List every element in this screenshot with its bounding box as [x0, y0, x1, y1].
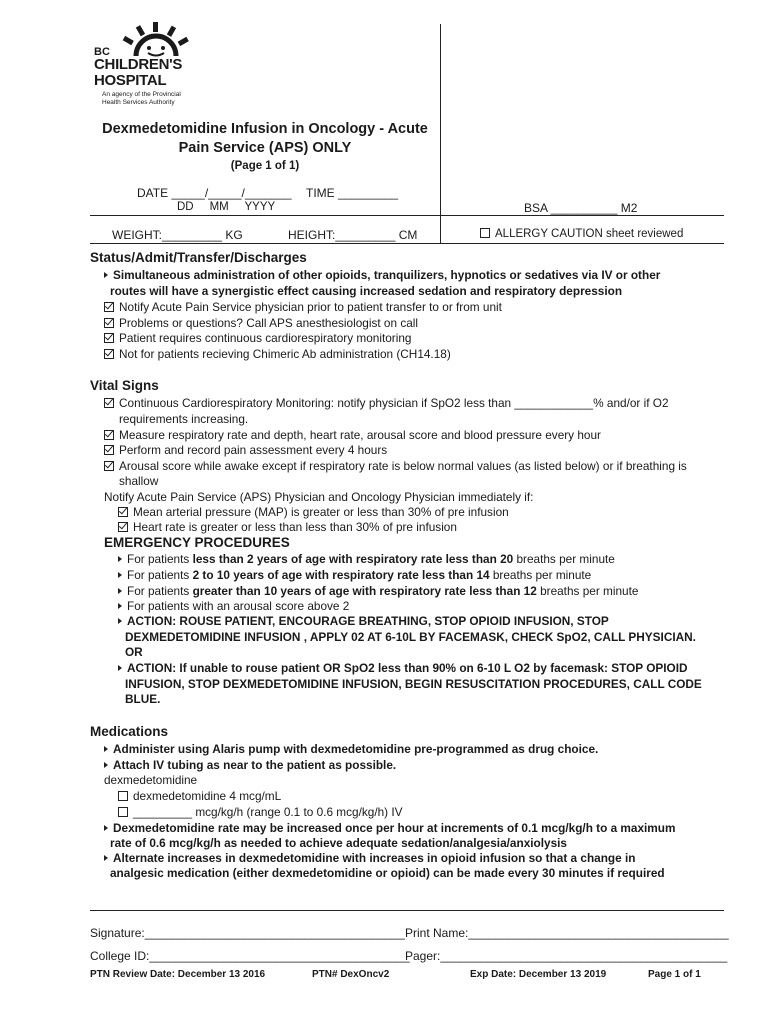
checkbox[interactable]: [118, 807, 128, 817]
header-rule-2: [90, 243, 724, 244]
bsa-field[interactable]: BSA __________ M2: [524, 201, 638, 215]
emergency-action-cont: DEXMEDETOMIDINE INFUSION , APPLY 02 AT 6-10L BY FACEMASK, CHECK SpO2, CALL PHYSICIAN.: [125, 630, 696, 644]
checkbox-checked[interactable]: [104, 333, 114, 343]
logo-line2: HOSPITAL: [94, 72, 167, 89]
sun-icon: [116, 22, 196, 58]
checkbox-checked[interactable]: [118, 507, 128, 517]
vitals-item-cont: requirements increasing.: [119, 412, 249, 426]
bullet-arrow-icon: [118, 588, 122, 594]
bullet-arrow-icon: [104, 762, 108, 768]
bullet-arrow-icon: [118, 603, 122, 609]
logo-bc: BC: [94, 46, 110, 58]
ptn-number: PTN# DexOncv2: [312, 969, 390, 980]
vitals-subitem: Heart rate is greater or less than less than 30% of pre infusion: [118, 520, 457, 534]
status-item: Not for patients recieving Chimeric Ab administration (CH14.18): [104, 347, 451, 361]
status-warning-line2: routes will have a synergistic effect causing increased sedation and respiratory depression: [110, 284, 623, 298]
header-divider: [440, 24, 441, 244]
date-field[interactable]: DATE _____/_____/_______: [137, 186, 292, 200]
status-warning-line1: Simultaneous administration of other opioids, tranquilizers, hypnotics or sedatives via IV or other: [104, 268, 660, 282]
form-title-line2: Pain Service (APS) ONLY: [178, 140, 352, 156]
page-indicator: (Page 1 of 1): [230, 160, 300, 172]
ptn-review-date: PTN Review Date: December 13 2016: [90, 969, 266, 980]
vitals-heading: Vital Signs: [90, 378, 159, 393]
checkbox-checked[interactable]: [118, 522, 128, 532]
medications-heading: Medications: [90, 724, 169, 739]
emergency-criterion: For patients with an arousal score above 2: [118, 599, 349, 613]
hospital-logo: [92, 22, 222, 110]
checkbox-checked[interactable]: [104, 349, 114, 359]
checkbox[interactable]: [118, 791, 128, 801]
allergy-checkbox[interactable]: [480, 228, 490, 238]
time-field[interactable]: TIME _________: [306, 186, 399, 200]
emergency-action: ACTION: If unable to rouse patient OR SpO2 less than 90% on 6-10 L O2 by facemask: STOP OPIOID: [118, 661, 688, 675]
bullet-arrow-icon: [118, 618, 122, 624]
vitals-item: Perform and record pain assessment every 4 hours: [104, 443, 387, 457]
vitals-notify: Notify Acute Pain Service (APS) Physician and Oncology Physician immediately if:: [104, 490, 534, 504]
bullet-arrow-icon: [104, 855, 108, 861]
exp-date: Exp Date: December 13 2019: [470, 969, 607, 980]
weight-field[interactable]: WEIGHT:_________ KG: [112, 228, 243, 242]
emergency-action-cont: BLUE.: [125, 692, 161, 706]
med-instruction: Alternate increases in dexmedetomidine with increases in opioid infusion so that a change in: [104, 851, 635, 865]
med-option: dexmedetomidine 4 mcg/mL: [118, 789, 281, 803]
med-option: _________ mcg/kg/h (range 0.1 to 0.6 mcg/kg/h) IV: [118, 805, 403, 819]
med-instruction-cont: analgesic medication (either dexmedetomidine or opioid) can be made every 30 minutes if required: [110, 866, 665, 880]
checkbox-checked[interactable]: [104, 398, 114, 408]
vitals-item-cont: shallow: [119, 474, 159, 488]
emergency-action: ACTION: ROUSE PATIENT, ENCOURAGE BREATHING, STOP OPIOID INFUSION, STOP: [118, 614, 609, 628]
pager-field[interactable]: Pager:___________________________________________: [405, 949, 728, 963]
form-title-line1: Dexmedetomidine Infusion in Oncology - Acute: [102, 121, 428, 137]
vitals-subitem: Mean arterial pressure (MAP) is greater or less than 30% of pre infusion: [118, 505, 509, 519]
med-instruction: Attach IV tubing as near to the patient as possible.: [104, 758, 396, 772]
checkbox-checked[interactable]: [104, 445, 114, 455]
height-field[interactable]: HEIGHT:_________ CM: [288, 228, 418, 242]
checkbox-checked[interactable]: [104, 461, 114, 471]
emergency-criterion: For patients 2 to 10 years of age with respiratory rate less than 14 breaths per minute: [118, 568, 591, 582]
emergency-criterion: For patients less than 2 years of age with respiratory rate less than 20 breaths per minute: [118, 552, 615, 566]
vitals-item: Measure respiratory rate and depth, heart rate, arousal score and blood pressure every hour: [104, 428, 601, 442]
logo-line1: CHILDREN'S: [94, 56, 183, 73]
emergency-criterion: For patients greater than 10 years of age with respiratory rate less than 12 breaths per minute: [118, 584, 638, 598]
status-item: Patient requires continuous cardiorespiratory monitoring: [104, 331, 411, 345]
checkbox-checked[interactable]: [104, 302, 114, 312]
footer-page-number: Page 1 of 1: [648, 969, 701, 980]
bullet-arrow-icon: [104, 825, 108, 831]
date-format-hint: DD MM YYYY: [177, 201, 276, 213]
header-rule-1: [90, 215, 724, 216]
bullet-arrow-icon: [118, 556, 122, 562]
med-instruction-cont: rate of 0.6 mcg/kg/h as needed to achieve adequate sedation/analgesia/anxiolysis: [110, 836, 567, 850]
signature-field[interactable]: Signature:_______________________________________: [90, 926, 405, 940]
college-id-field[interactable]: College ID:_______________________________________: [90, 949, 410, 963]
status-item: Problems or questions? Call APS anesthesiologist on call: [104, 316, 418, 330]
emergency-heading: EMERGENCY PROCEDURES: [104, 535, 290, 550]
vitals-item: Continuous Cardiorespiratory Monitoring: notify physician if SpO2 less than ____________% and/or if O2: [104, 396, 669, 410]
logo-tagline2: Health Services Authority: [102, 99, 175, 106]
med-instruction: Administer using Alaris pump with dexmedetomidine pre-programmed as drug choice.: [104, 742, 598, 756]
drug-name: dexmedetomidine: [104, 773, 198, 787]
med-instruction: Dexmedetomidine rate may be increased once per hour at increments of 0.1 mcg/kg/h to a maximum: [104, 821, 676, 835]
signature-rule: [90, 910, 724, 911]
logo-tagline1: An agency of the Provincial: [102, 91, 181, 98]
status-item: Notify Acute Pain Service physician prior to patient transfer to or from unit: [104, 300, 502, 314]
emergency-action-cont: OR: [125, 645, 143, 659]
checkbox-checked[interactable]: [104, 430, 114, 440]
allergy-label: ALLERGY CAUTION sheet reviewed: [495, 228, 684, 240]
bullet-arrow-icon: [104, 746, 108, 752]
allergy-checkbox-row[interactable]: [480, 228, 683, 240]
bullet-arrow-icon: [104, 272, 108, 278]
emergency-action-cont: INFUSION, STOP DEXMEDETOMIDINE INFUSION, BEGIN RESUSCITATION PROCEDURES, CALL CODE: [125, 677, 702, 691]
bullet-arrow-icon: [118, 572, 122, 578]
vitals-item: Arousal score while awake except if respiratory rate is below normal values (as listed below) or if breathing is: [104, 459, 687, 473]
checkbox-checked[interactable]: [104, 318, 114, 328]
bullet-arrow-icon: [118, 665, 122, 671]
status-heading: Status/Admit/Transfer/Discharges: [90, 250, 307, 265]
print-name-field[interactable]: Print Name:_______________________________________: [405, 926, 729, 940]
